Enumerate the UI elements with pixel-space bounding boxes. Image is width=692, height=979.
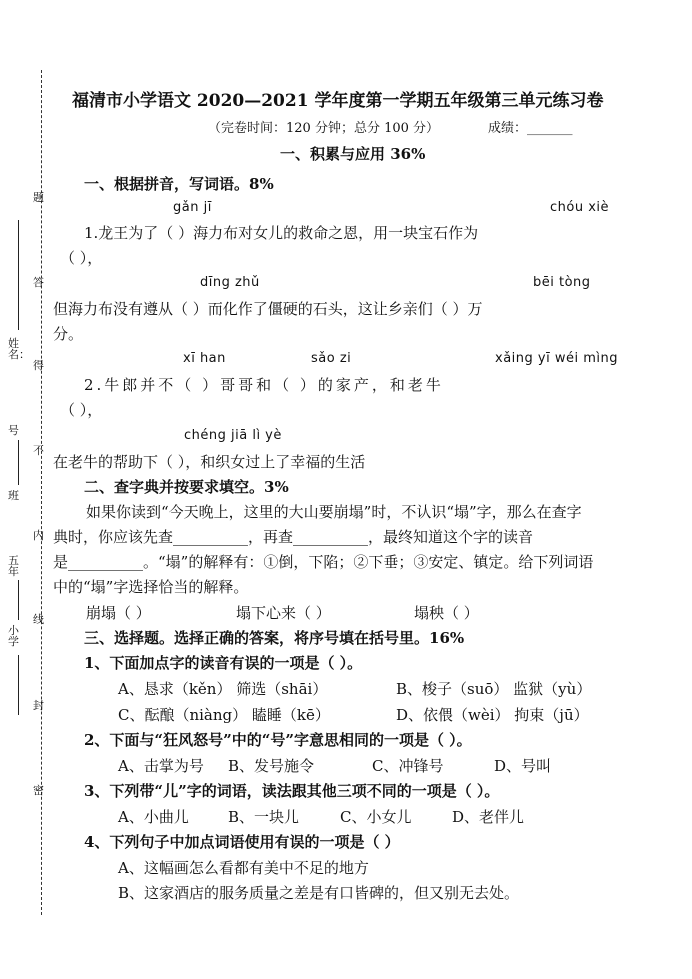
q1-line3b: （ ）， — [60, 401, 103, 419]
q1-line4: 在老牛的帮助下（ ），和织女过上了幸福的生活 — [53, 453, 366, 471]
margin-char-1: 题 — [33, 191, 44, 204]
pinyin-beitong: bēi tòng — [533, 275, 591, 290]
margin-char-4: 不 — [33, 444, 44, 457]
q3-heading: 三、选择题。选择正确的答案，将序号填在括号里。16% — [84, 629, 465, 647]
margin-char-3: 得 — [33, 359, 44, 372]
margin-char-6: 线 — [33, 613, 44, 626]
pinyin-xiangyiweiming: xǎing yī wéi mìng — [495, 351, 618, 366]
pinyin-chouxie: chóu xiè — [550, 200, 610, 215]
q3-item4-option-a: A、这幅画怎么看都有美中不足的地方 — [118, 859, 369, 877]
q3-item2-option-b: B、发号施令 — [228, 757, 315, 775]
margin-char-8: 密 — [33, 784, 44, 797]
q2-para-line4: 中的“塌”字选择恰当的解释。 — [53, 578, 249, 596]
school-fill-line — [18, 655, 19, 715]
q3-item1-option-b: B、梭子（suō） 监狱（yù） — [396, 680, 592, 698]
q3-item4: 4、下列句子中加点词语使用有误的一项是（ ） — [84, 833, 400, 851]
exam-info: （完卷时间：120 分钟；总分 100 分） — [208, 121, 440, 136]
q3-item3-option-c: C、小女儿 — [340, 808, 412, 826]
q2-word-tayang: 塌秧（ ） — [414, 604, 479, 622]
q2-word-bengta: 崩塌（ ） — [86, 604, 151, 622]
pinyin-dingzhu: dīng zhǔ — [200, 275, 260, 290]
score-field[interactable]: 成绩：_______ — [488, 121, 573, 136]
number-label: 号 — [8, 424, 19, 437]
q3-item3-option-d: D、老伴儿 — [452, 808, 525, 826]
q2-para-line2: 典时，你应该先查__________，再查__________，最终知道这个字的读音 — [53, 528, 534, 546]
q3-item2-option-c: C、冲锋号 — [372, 757, 444, 775]
margin-char-2: 答 — [33, 276, 44, 289]
q3-item3-option-b: B、一块儿 — [228, 808, 300, 826]
q1-line1b: （ ）， — [60, 249, 103, 267]
number-fill-line — [18, 440, 19, 485]
q3-item2-option-a: A、击掌为号 — [118, 757, 204, 775]
part-one-heading: 一、积累与应用 36% — [280, 145, 426, 163]
q3-item3: 3、下列带“儿”字的词语，读法跟其他三项不同的一项是（ ）。 — [84, 782, 500, 800]
q3-item2-option-d: D、号叫 — [494, 757, 552, 775]
pinyin-xihan: xī han — [183, 351, 226, 366]
school-label: 小学 — [8, 624, 19, 648]
pinyin-ganji: gǎn jī — [173, 200, 212, 215]
grade-label: 五年 — [8, 554, 19, 578]
pinyin-saozi: sǎo zi — [311, 351, 352, 366]
q1-line1: 1.龙王为了（ ）海力布对女儿的救命之恩，用一块宝石作为 — [84, 224, 479, 242]
margin-char-5: 内 — [33, 529, 44, 542]
margin-char-7: 封 — [33, 699, 44, 712]
q3-item1-option-a: A、恳求（kěn） 筛选（shāi） — [118, 680, 328, 698]
q1-line2: 但海力布没有遵从（ ）而化作了僵硬的石头，这让乡亲们（ ）万 — [53, 300, 483, 318]
q3-item2: 2、下面与“狂风怒号”中的“号”字意思相同的一项是（ ）。 — [84, 731, 472, 749]
q3-item1-option-d: D、依偎（wèi） 拘束（jū） — [396, 706, 589, 724]
page-title: 福清市小学语文 2020—2021 学年度第一学期五年级第三单元练习卷 — [72, 91, 604, 111]
q2-heading: 二、查字典并按要求填空。3% — [84, 478, 289, 496]
q2-para-line1: 如果你读到“今天晚上，这里的大山要崩塌”时，不认识“塌”字，那么在查字 — [86, 503, 582, 521]
q1-heading: 一、根据拼音，写词语。8% — [84, 175, 274, 193]
q3-item1-option-c: C、酝酿（niàng） 瞌睡（kē） — [118, 706, 330, 724]
q3-item3-option-a: A、小曲儿 — [118, 808, 189, 826]
pinyin-chengjialiye: chéng jiā lì yè — [184, 428, 282, 443]
q1-line2b: 分。 — [53, 325, 84, 343]
q3-item1: 1、下面加点字的读音有误的一项是（ ）。 — [84, 654, 363, 672]
q2-para-line3: 是__________。“塌”的解释有：①倒，下陷；②下垂；③安定、镇定。给下列词语 — [53, 553, 594, 571]
name-label: 姓名： — [8, 337, 30, 361]
name-fill-line — [18, 220, 19, 330]
q3-item4-option-b: B、这家酒店的服务质量之差是有口皆碑的，但又别无去处。 — [118, 884, 520, 902]
class-label: 班 — [8, 489, 19, 502]
grade-fill-line — [18, 580, 19, 620]
q2-word-taxiaxinlai: 塌下心来（ ） — [236, 604, 331, 622]
q1-line3: 2.牛郎并不（ ）哥哥和（ ）的家产，和老牛 — [84, 376, 444, 394]
